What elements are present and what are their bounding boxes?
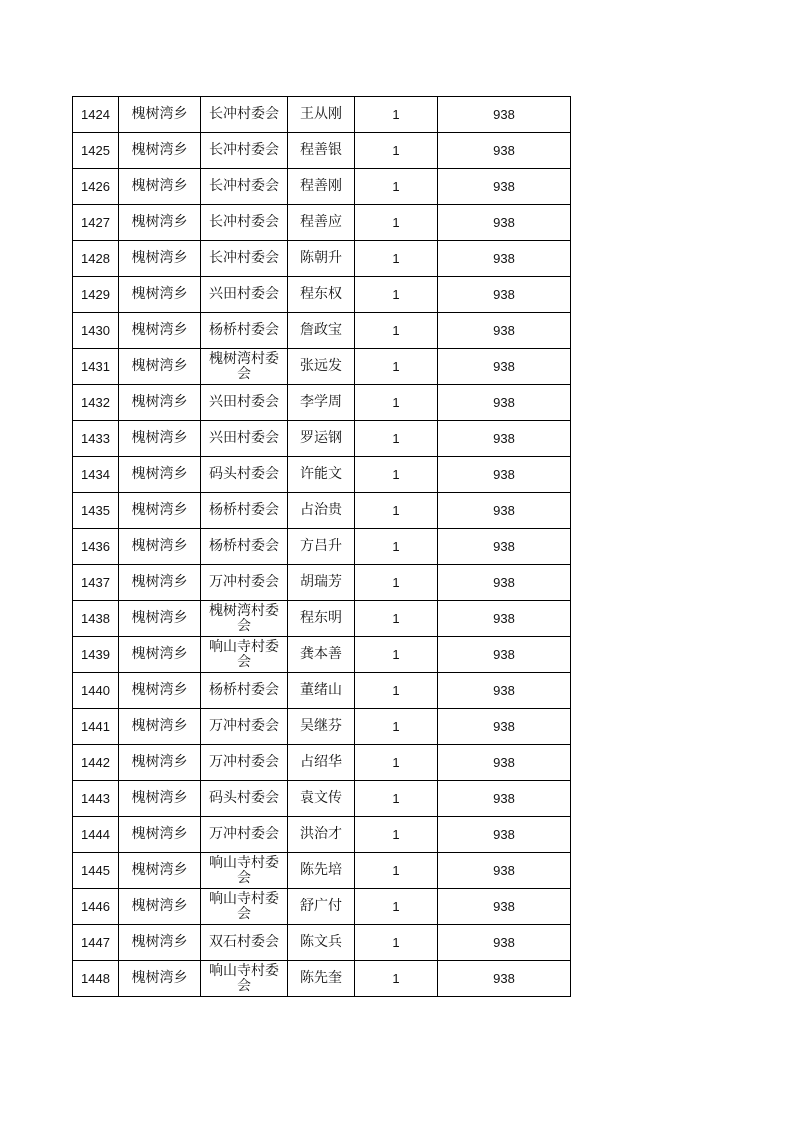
cell-count: 1	[355, 565, 438, 601]
cell-count: 1	[355, 637, 438, 673]
cell-number: 1436	[73, 529, 119, 565]
village-text: 杨桥村委会	[209, 502, 279, 518]
cell-number: 1438	[73, 601, 119, 637]
village-text: 响山寺村委会	[209, 890, 279, 922]
cell-township: 槐树湾乡	[119, 421, 201, 457]
cell-number: 1441	[73, 709, 119, 745]
cell-name: 程东明	[288, 601, 355, 637]
cell-village	[201, 601, 288, 637]
village-text: 杨桥村委会	[209, 538, 279, 554]
cell-amount: 938	[438, 385, 571, 421]
cell-count: 1	[355, 745, 438, 781]
cell-village	[201, 745, 288, 781]
village-text: 杨桥村委会	[209, 322, 279, 338]
cell-name: 张远发	[288, 349, 355, 385]
cell-count: 1	[355, 97, 438, 133]
village-text: 万冲村委会	[209, 826, 279, 842]
cell-name: 陈先培	[288, 853, 355, 889]
table-row	[73, 97, 571, 133]
table-row	[73, 781, 571, 817]
cell-village	[201, 421, 288, 457]
table-row	[73, 565, 571, 601]
cell-number: 1433	[73, 421, 119, 457]
cell-name: 陈文兵	[288, 925, 355, 961]
cell-number: 1428	[73, 241, 119, 277]
cell-number: 1426	[73, 169, 119, 205]
table-row	[73, 637, 571, 673]
cell-amount: 938	[438, 889, 571, 925]
cell-village	[201, 493, 288, 529]
cell-village	[201, 349, 288, 385]
cell-amount: 938	[438, 781, 571, 817]
cell-village	[201, 817, 288, 853]
cell-count: 1	[355, 817, 438, 853]
cell-name: 吴继芬	[288, 709, 355, 745]
cell-count: 1	[355, 529, 438, 565]
cell-amount: 938	[438, 601, 571, 637]
cell-village	[201, 205, 288, 241]
cell-township: 槐树湾乡	[119, 637, 201, 673]
cell-village	[201, 889, 288, 925]
cell-name: 龚本善	[288, 637, 355, 673]
cell-township: 槐树湾乡	[119, 349, 201, 385]
cell-village	[201, 925, 288, 961]
cell-township: 槐树湾乡	[119, 709, 201, 745]
village-text: 码头村委会	[209, 790, 279, 806]
cell-number: 1429	[73, 277, 119, 313]
cell-count: 1	[355, 385, 438, 421]
cell-township: 槐树湾乡	[119, 169, 201, 205]
cell-number: 1435	[73, 493, 119, 529]
village-text: 万冲村委会	[209, 718, 279, 734]
cell-village	[201, 637, 288, 673]
cell-name: 詹政宝	[288, 313, 355, 349]
village-text: 响山寺村委会	[209, 854, 279, 886]
table-body	[73, 97, 571, 997]
cell-township: 槐树湾乡	[119, 97, 201, 133]
cell-amount: 938	[438, 97, 571, 133]
cell-township: 槐树湾乡	[119, 457, 201, 493]
table-row	[73, 601, 571, 637]
cell-village	[201, 565, 288, 601]
cell-amount: 938	[438, 745, 571, 781]
cell-name: 董绪山	[288, 673, 355, 709]
cell-number: 1445	[73, 853, 119, 889]
village-text: 槐树湾村委会	[209, 350, 279, 382]
cell-village	[201, 277, 288, 313]
cell-count: 1	[355, 673, 438, 709]
cell-village	[201, 169, 288, 205]
cell-village	[201, 241, 288, 277]
cell-name: 洪治才	[288, 817, 355, 853]
cell-township: 槐树湾乡	[119, 853, 201, 889]
cell-village	[201, 673, 288, 709]
cell-village	[201, 781, 288, 817]
cell-amount: 938	[438, 673, 571, 709]
table-row	[73, 529, 571, 565]
village-text: 兴田村委会	[209, 286, 279, 302]
cell-count: 1	[355, 889, 438, 925]
cell-amount: 938	[438, 529, 571, 565]
cell-count: 1	[355, 853, 438, 889]
cell-number: 1425	[73, 133, 119, 169]
cell-township: 槐树湾乡	[119, 745, 201, 781]
cell-township: 槐树湾乡	[119, 601, 201, 637]
cell-number: 1447	[73, 925, 119, 961]
cell-amount: 938	[438, 277, 571, 313]
village-text: 槐树湾村委会	[209, 602, 279, 634]
village-text: 万冲村委会	[209, 574, 279, 590]
cell-number: 1424	[73, 97, 119, 133]
table-row	[73, 889, 571, 925]
village-text: 双石村委会	[209, 934, 279, 950]
cell-name: 胡瑞芳	[288, 565, 355, 601]
village-text: 兴田村委会	[209, 394, 279, 410]
cell-amount: 938	[438, 565, 571, 601]
table-row	[73, 493, 571, 529]
cell-number: 1430	[73, 313, 119, 349]
table-row	[73, 817, 571, 853]
cell-count: 1	[355, 457, 438, 493]
cell-amount: 938	[438, 169, 571, 205]
cell-township: 槐树湾乡	[119, 925, 201, 961]
cell-number: 1443	[73, 781, 119, 817]
table-row	[73, 205, 571, 241]
cell-township: 槐树湾乡	[119, 781, 201, 817]
cell-count: 1	[355, 205, 438, 241]
cell-amount: 938	[438, 457, 571, 493]
cell-count: 1	[355, 421, 438, 457]
village-text: 长冲村委会	[209, 106, 279, 122]
cell-amount: 938	[438, 817, 571, 853]
cell-township: 槐树湾乡	[119, 889, 201, 925]
cell-number: 1446	[73, 889, 119, 925]
table-row	[73, 241, 571, 277]
cell-township: 槐树湾乡	[119, 277, 201, 313]
cell-amount: 938	[438, 313, 571, 349]
cell-village	[201, 853, 288, 889]
cell-name: 陈朝升	[288, 241, 355, 277]
cell-amount: 938	[438, 961, 571, 997]
cell-township: 槐树湾乡	[119, 205, 201, 241]
table-row	[73, 313, 571, 349]
cell-name: 程善银	[288, 133, 355, 169]
cell-number: 1434	[73, 457, 119, 493]
village-text: 兴田村委会	[209, 430, 279, 446]
table-row	[73, 421, 571, 457]
table-row	[73, 925, 571, 961]
cell-name: 程东权	[288, 277, 355, 313]
cell-count: 1	[355, 601, 438, 637]
table-row	[73, 277, 571, 313]
cell-amount: 938	[438, 493, 571, 529]
village-text: 长冲村委会	[209, 142, 279, 158]
cell-amount: 938	[438, 853, 571, 889]
cell-amount: 938	[438, 709, 571, 745]
cell-number: 1439	[73, 637, 119, 673]
cell-name: 占治贵	[288, 493, 355, 529]
cell-count: 1	[355, 349, 438, 385]
cell-number: 1432	[73, 385, 119, 421]
cell-name: 许能文	[288, 457, 355, 493]
village-text: 长冲村委会	[209, 214, 279, 230]
village-text: 万冲村委会	[209, 754, 279, 770]
cell-count: 1	[355, 493, 438, 529]
cell-township: 槐树湾乡	[119, 313, 201, 349]
cell-count: 1	[355, 925, 438, 961]
table-row	[73, 709, 571, 745]
cell-name: 袁文传	[288, 781, 355, 817]
cell-count: 1	[355, 709, 438, 745]
cell-number: 1442	[73, 745, 119, 781]
cell-village	[201, 313, 288, 349]
table-row	[73, 133, 571, 169]
cell-count: 1	[355, 961, 438, 997]
cell-village	[201, 97, 288, 133]
cell-number: 1448	[73, 961, 119, 997]
cell-amount: 938	[438, 205, 571, 241]
cell-count: 1	[355, 313, 438, 349]
table-row	[73, 673, 571, 709]
cell-number: 1427	[73, 205, 119, 241]
cell-name: 占绍华	[288, 745, 355, 781]
cell-name: 陈先奎	[288, 961, 355, 997]
village-text: 长冲村委会	[209, 178, 279, 194]
cell-name: 舒广付	[288, 889, 355, 925]
cell-name: 罗运钢	[288, 421, 355, 457]
cell-township: 槐树湾乡	[119, 385, 201, 421]
village-text: 码头村委会	[209, 466, 279, 482]
table-row	[73, 385, 571, 421]
village-text: 长冲村委会	[209, 250, 279, 266]
cell-count: 1	[355, 241, 438, 277]
cell-township: 槐树湾乡	[119, 241, 201, 277]
cell-amount: 938	[438, 421, 571, 457]
cell-amount: 938	[438, 925, 571, 961]
cell-township: 槐树湾乡	[119, 529, 201, 565]
village-text: 杨桥村委会	[209, 682, 279, 698]
cell-count: 1	[355, 277, 438, 313]
cell-village	[201, 529, 288, 565]
cell-township: 槐树湾乡	[119, 565, 201, 601]
cell-count: 1	[355, 133, 438, 169]
cell-township: 槐树湾乡	[119, 817, 201, 853]
cell-village	[201, 709, 288, 745]
cell-name: 程善应	[288, 205, 355, 241]
cell-name: 李学周	[288, 385, 355, 421]
table-row	[73, 457, 571, 493]
cell-village	[201, 385, 288, 421]
table-row	[73, 169, 571, 205]
cell-amount: 938	[438, 349, 571, 385]
village-text: 响山寺村委会	[209, 962, 279, 994]
table-row	[73, 853, 571, 889]
table-row	[73, 961, 571, 997]
cell-number: 1431	[73, 349, 119, 385]
cell-township: 槐树湾乡	[119, 673, 201, 709]
table-row	[73, 745, 571, 781]
cell-count: 1	[355, 781, 438, 817]
cell-village	[201, 961, 288, 997]
cell-village	[201, 457, 288, 493]
cell-amount: 938	[438, 133, 571, 169]
cell-count: 1	[355, 169, 438, 205]
cell-village	[201, 133, 288, 169]
cell-number: 1437	[73, 565, 119, 601]
data-table	[72, 96, 571, 997]
village-text: 响山寺村委会	[209, 638, 279, 670]
cell-name: 方吕升	[288, 529, 355, 565]
cell-township: 槐树湾乡	[119, 493, 201, 529]
cell-amount: 938	[438, 241, 571, 277]
table-row	[73, 349, 571, 385]
cell-township: 槐树湾乡	[119, 961, 201, 997]
cell-name: 王从刚	[288, 97, 355, 133]
cell-name: 程善刚	[288, 169, 355, 205]
cell-township: 槐树湾乡	[119, 133, 201, 169]
cell-number: 1444	[73, 817, 119, 853]
cell-number: 1440	[73, 673, 119, 709]
cell-amount: 938	[438, 637, 571, 673]
